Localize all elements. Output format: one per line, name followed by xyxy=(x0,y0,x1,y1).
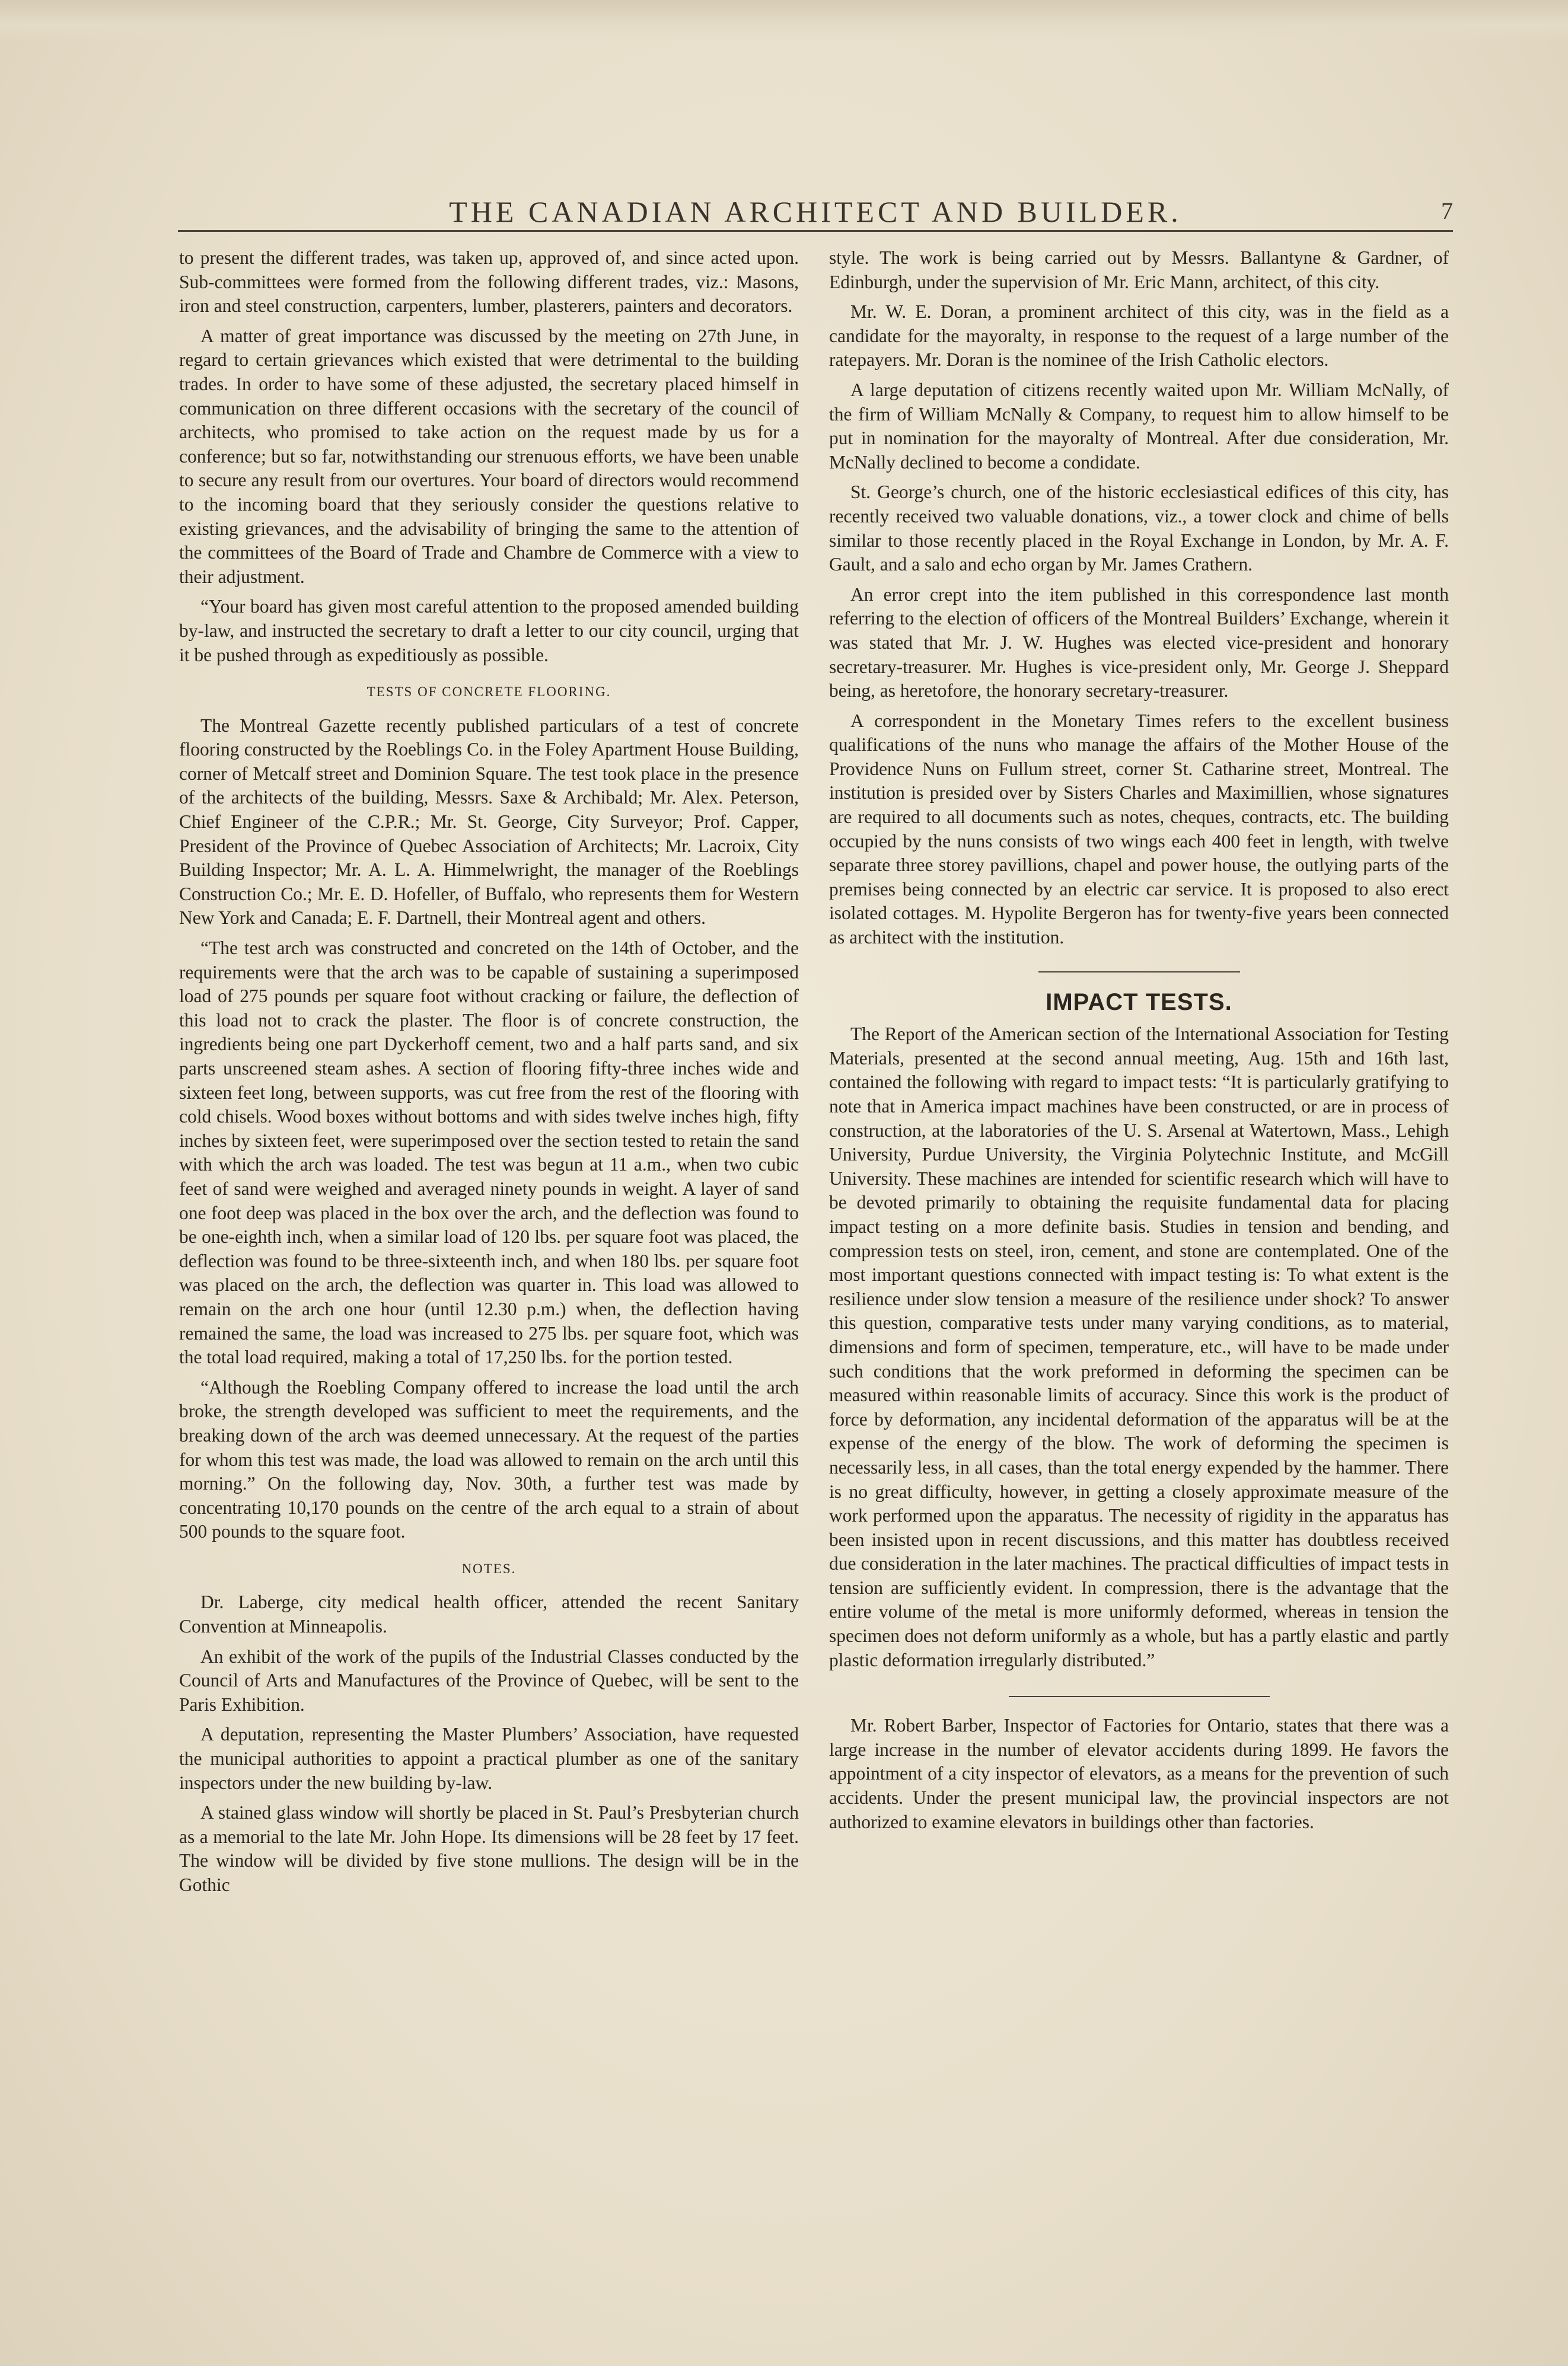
paragraph: to present the different trades, was taken up, approved of, and since acted upon. Sub-committees were formed from the following different trades, viz.: Masons, iron and steel construction, carpenters, lumber, plasterers, painters and decorators. xyxy=(179,247,799,317)
running-title: THE CANADIAN ARCHITECT AND BUILDER. xyxy=(449,195,1182,228)
page-number: 7 xyxy=(1441,197,1453,224)
paragraph: Mr. W. E. Doran, a prominent architect of this city, was in the field as a candidate for the mayoralty, in response to the request of a large number of the ratepayers. Mr. Doran is the nominee of the Irish Catholic electors. xyxy=(829,301,1449,371)
section-divider xyxy=(1038,971,1240,972)
paragraph: A deputation, representing the Master Plumbers’ Association, have requested the municipal authorities to appoint a practical plumber as one of the sanitary inspectors under the new building by-law. xyxy=(179,1724,799,1793)
paragraph: A stained glass window will shortly be placed in St. Paul’s Presbyterian church as a memorial to the late Mr. John Hope. Its dimensions will be 28 feet by 17 feet. The window will be divided by five stone mullions. The design will be in the Gothic xyxy=(179,1802,799,1895)
paragraph: Dr. Laberge, city medical health officer, attended the recent Sanitary Convention at Minneapolis. xyxy=(179,1592,799,1637)
paragraph: An exhibit of the work of the pupils of the Industrial Classes conducted by the Council of Arts and Manufactures of the Province of Quebec, will be sent to the Paris Exhibition. xyxy=(179,1646,799,1715)
paragraph: A large deputation of citizens recently waited upon Mr. William McNally, of the firm of William McNally & Company, to request him to allow himself to be put in nomination for the mayoralty of Montreal. After due consideration, Mr. McNally declined to become a condidate. xyxy=(829,379,1449,473)
section-divider xyxy=(1009,1696,1270,1697)
section-title-impact-tests: IMPACT TESTS. xyxy=(1046,989,1232,1015)
paragraph: A correspondent in the Monetary Times refers to the excellent business qualifications of the nuns who manage the affairs of the Mother House of the Providence Nuns on Fullum street, corner St. Catharine street, Montreal. The institution is presided over by Sisters Charles and Maximillien, whose signatures are required to all documents such as notes, cheques, contracts, etc. The building occupied by the nuns consists of two wings each 400 feet in length, with twelve separate three storey pavillions, chapel and power house, the outlying parts of the premises being connected by an electric car service. It is proposed to also erect isolated cottages. M. Hypolite Bergeron has for twenty-five years been connected as architect with the institution. xyxy=(829,710,1449,948)
left-column xyxy=(179,246,799,1903)
subheading-notes: NOTES. xyxy=(461,1561,517,1576)
page-edge-shadow xyxy=(0,0,1568,42)
paragraph: St. George’s church, one of the historic ecclesiastical edifices of this city, has recently received two valuable donations, viz., a tower clock and chime of bells similar to those recently placed in the Royal Exchange in London, by Mr. A. F. Gault, and a salo and echo organ by Mr. James Crathern. xyxy=(829,482,1449,575)
paragraph: “The test arch was constructed and concreted on the 14th of October, and the requirements were that the arch was to be capable of sustaining a superimposed load of 275 pounds per square foot without cracking or failure, the deflection of this load not to crack the plaster. The floor is of concrete construction, the ingredients being one part Dyckerhoff cement, two and a half parts sand, and six parts unscreened steam ashes. A section of flooring fifty-three inches wide and sixteen feet long, between supports, was cut free from the rest of the flooring with cold chisels. Wood boxes without bottoms and with sides twelve inches high, fifty inches by sixteen feet, were superimposed over the section tested to retain the sand with which the arch was loaded. The test was begun at 11 a.m., when two cubic feet of sand were weighed and averaged ninety pounds in weight. A layer of sand one foot deep was placed in the box over the arch, and the deflection was found to be one-eighth inch, when a similar load of 120 lbs. per square foot was placed, the deflection was found to be three-sixteenth inch, and when 180 lbs. per square foot was placed on the arch, the deflection was quarter in. This load was allowed to remain on the arch one hour (until 12.30 p.m.) when, the deflection having remained the same, the load was increased to 275 lbs. per square foot, which was the total load required, making a total of 17,250 lbs. for the portion tested. xyxy=(179,938,799,1368)
paragraph: An error crept into the item published in this correspondence last month referring to the election of officers of the Montreal Builders’ Exchange, wherein it was stated that Mr. J. W. Hughes was elected vice-president and honorary secretary-treasurer. Mr. Hughes is vice-president only, Mr. George J. Sheppard being, as heretofore, the honorary secretary-treasurer. xyxy=(829,583,1449,701)
right-column xyxy=(829,246,1449,1840)
subheading-concrete-flooring: TESTS OF CONCRETE FLOORING. xyxy=(366,684,611,700)
paragraph: “Your board has given most careful attention to the proposed amended building by-law, and instructed the secretary to draft a letter to our city council, urging that it be pushed through as expeditiously as possible. xyxy=(179,596,799,665)
paragraph: Mr. Robert Barber, Inspector of Factories for Ontario, states that there was a large increase in the number of elevator accidents during 1899. He favors the appointment of a city inspector of elevators, as a means for the prevention of such accidents. Under the present municipal law, the provincial inspectors are not authorized to examine elevators in buildings other than factories. xyxy=(829,1715,1449,1832)
paragraph: The Montreal Gazette recently published particulars of a test of concrete flooring constructed by the Roeblings Co. in the Foley Apartment House Building, corner of Metcalf street and Dominion Square. The test took place in the presence of the architects of the building, Messrs. Saxe & Archibald; Mr. Alex. Peterson, Chief Engineer of the C.P.R.; Mr. St. George, City Surveyor; Prof. Capper, President of the Province of Quebec Association of Architects; Mr. Lacroix, City Building Inspector; Mr. A. L. A. Himmelwright, the manager of the Roeblings Construction Co.; Mr. E. D. Hofeller, of Buffalo, who represents them for Western New York and Canada; E. F. Dartnell, their Montreal agent and others. xyxy=(179,715,799,929)
paragraph: The Report of the American section of the International Association for Testing Materials, presented at the second annual meeting, Aug. 15th and 16th last, contained the following with regard to impact tests: “It is particularly gratifying to note that in America impact machines have been constructed, or are in process of construction, at the laboratories of the U. S. Arsenal at Watertown, Mass., Lehigh University, Purdue University, the Virginia Polytechnic Institute, and McGill University. These machines are intended for scientific research which will have to be devoted primarily to obtaining the requisite fundamental data for placing impact testing on a more definite basis. Studies in tension and bending, and compression tests on steel, iron, cement, and stone are contemplated. One of the most important questions connected with impact testing is: To what extent is the resilience under slow tension a measure of the resilience under shock? To answer this question, comparative tests under many varying conditions, as to material, dimensions and form of specimen, temperature, etc., will have to be made under such conditions that the work preformed in deforming the specimen can be measured within reasonable limits of accuracy. Since this work is the product of force by deformation, any incidental deformation of the apparatus will be at the expense of the energy of the blow. The work of deforming the specimen is necessarily less, in all cases, than the total energy expended by the hammer. There is no great difficulty, however, in getting a closely approximate measure of the work performed upon the apparatus. The necessity of rigidity in the apparatus has been insisted upon in recent discussions, and this matter has doubtless received due consideration in the later machines. The practical difficulties of impact tests in tension are sufficiently evident. In compression, there is the advantage that the entire volume of the metal is more uniformly deformed, whereas in tension the specimen does not deform uniformly as a whole, but has a partly elastic and partly plastic deformation irregularly distributed.” xyxy=(829,1023,1449,1670)
paragraph: A matter of great importance was discussed by the meeting on 27th June, in regard to certain grievances which existed that were detrimental to the building trades. In order to have some of these adjusted, the secretary placed himself in communication on three different occasions with the secretary of the council of architects, who promised to take action on the request made by us for a conference; but so far, notwithstanding our strenuous efforts, we have been unable to secure any result from our overtures. Your board of directors would recommend to the incoming board that they seriously consider the questions relative to existing grievances, and the advisability of bringing the same to the attention of the committees of the Board of Trade and Chambre de Commerce with a view to their adjustment. xyxy=(179,325,799,587)
page-header xyxy=(178,194,1453,232)
paragraph: style. The work is being carried out by Messrs. Ballantyne & Gardner, of Edinburgh, under the supervision of Mr. Eric Mann, architect, of this city. xyxy=(829,247,1449,292)
paragraph: “Although the Roebling Company offered to increase the load until the arch broke, the strength developed was sufficient to meet the requirements, and the breaking down of the arch was deemed unnecessary. At the request of the parties for whom this test was made, the load was allowed to remain on the arch until this morning.” On the following day, Nov. 30th, a further test was made by concentrating 10,170 pounds on the centre of the arch equal to a strain of about 500 pounds to the square foot. xyxy=(179,1376,799,1542)
